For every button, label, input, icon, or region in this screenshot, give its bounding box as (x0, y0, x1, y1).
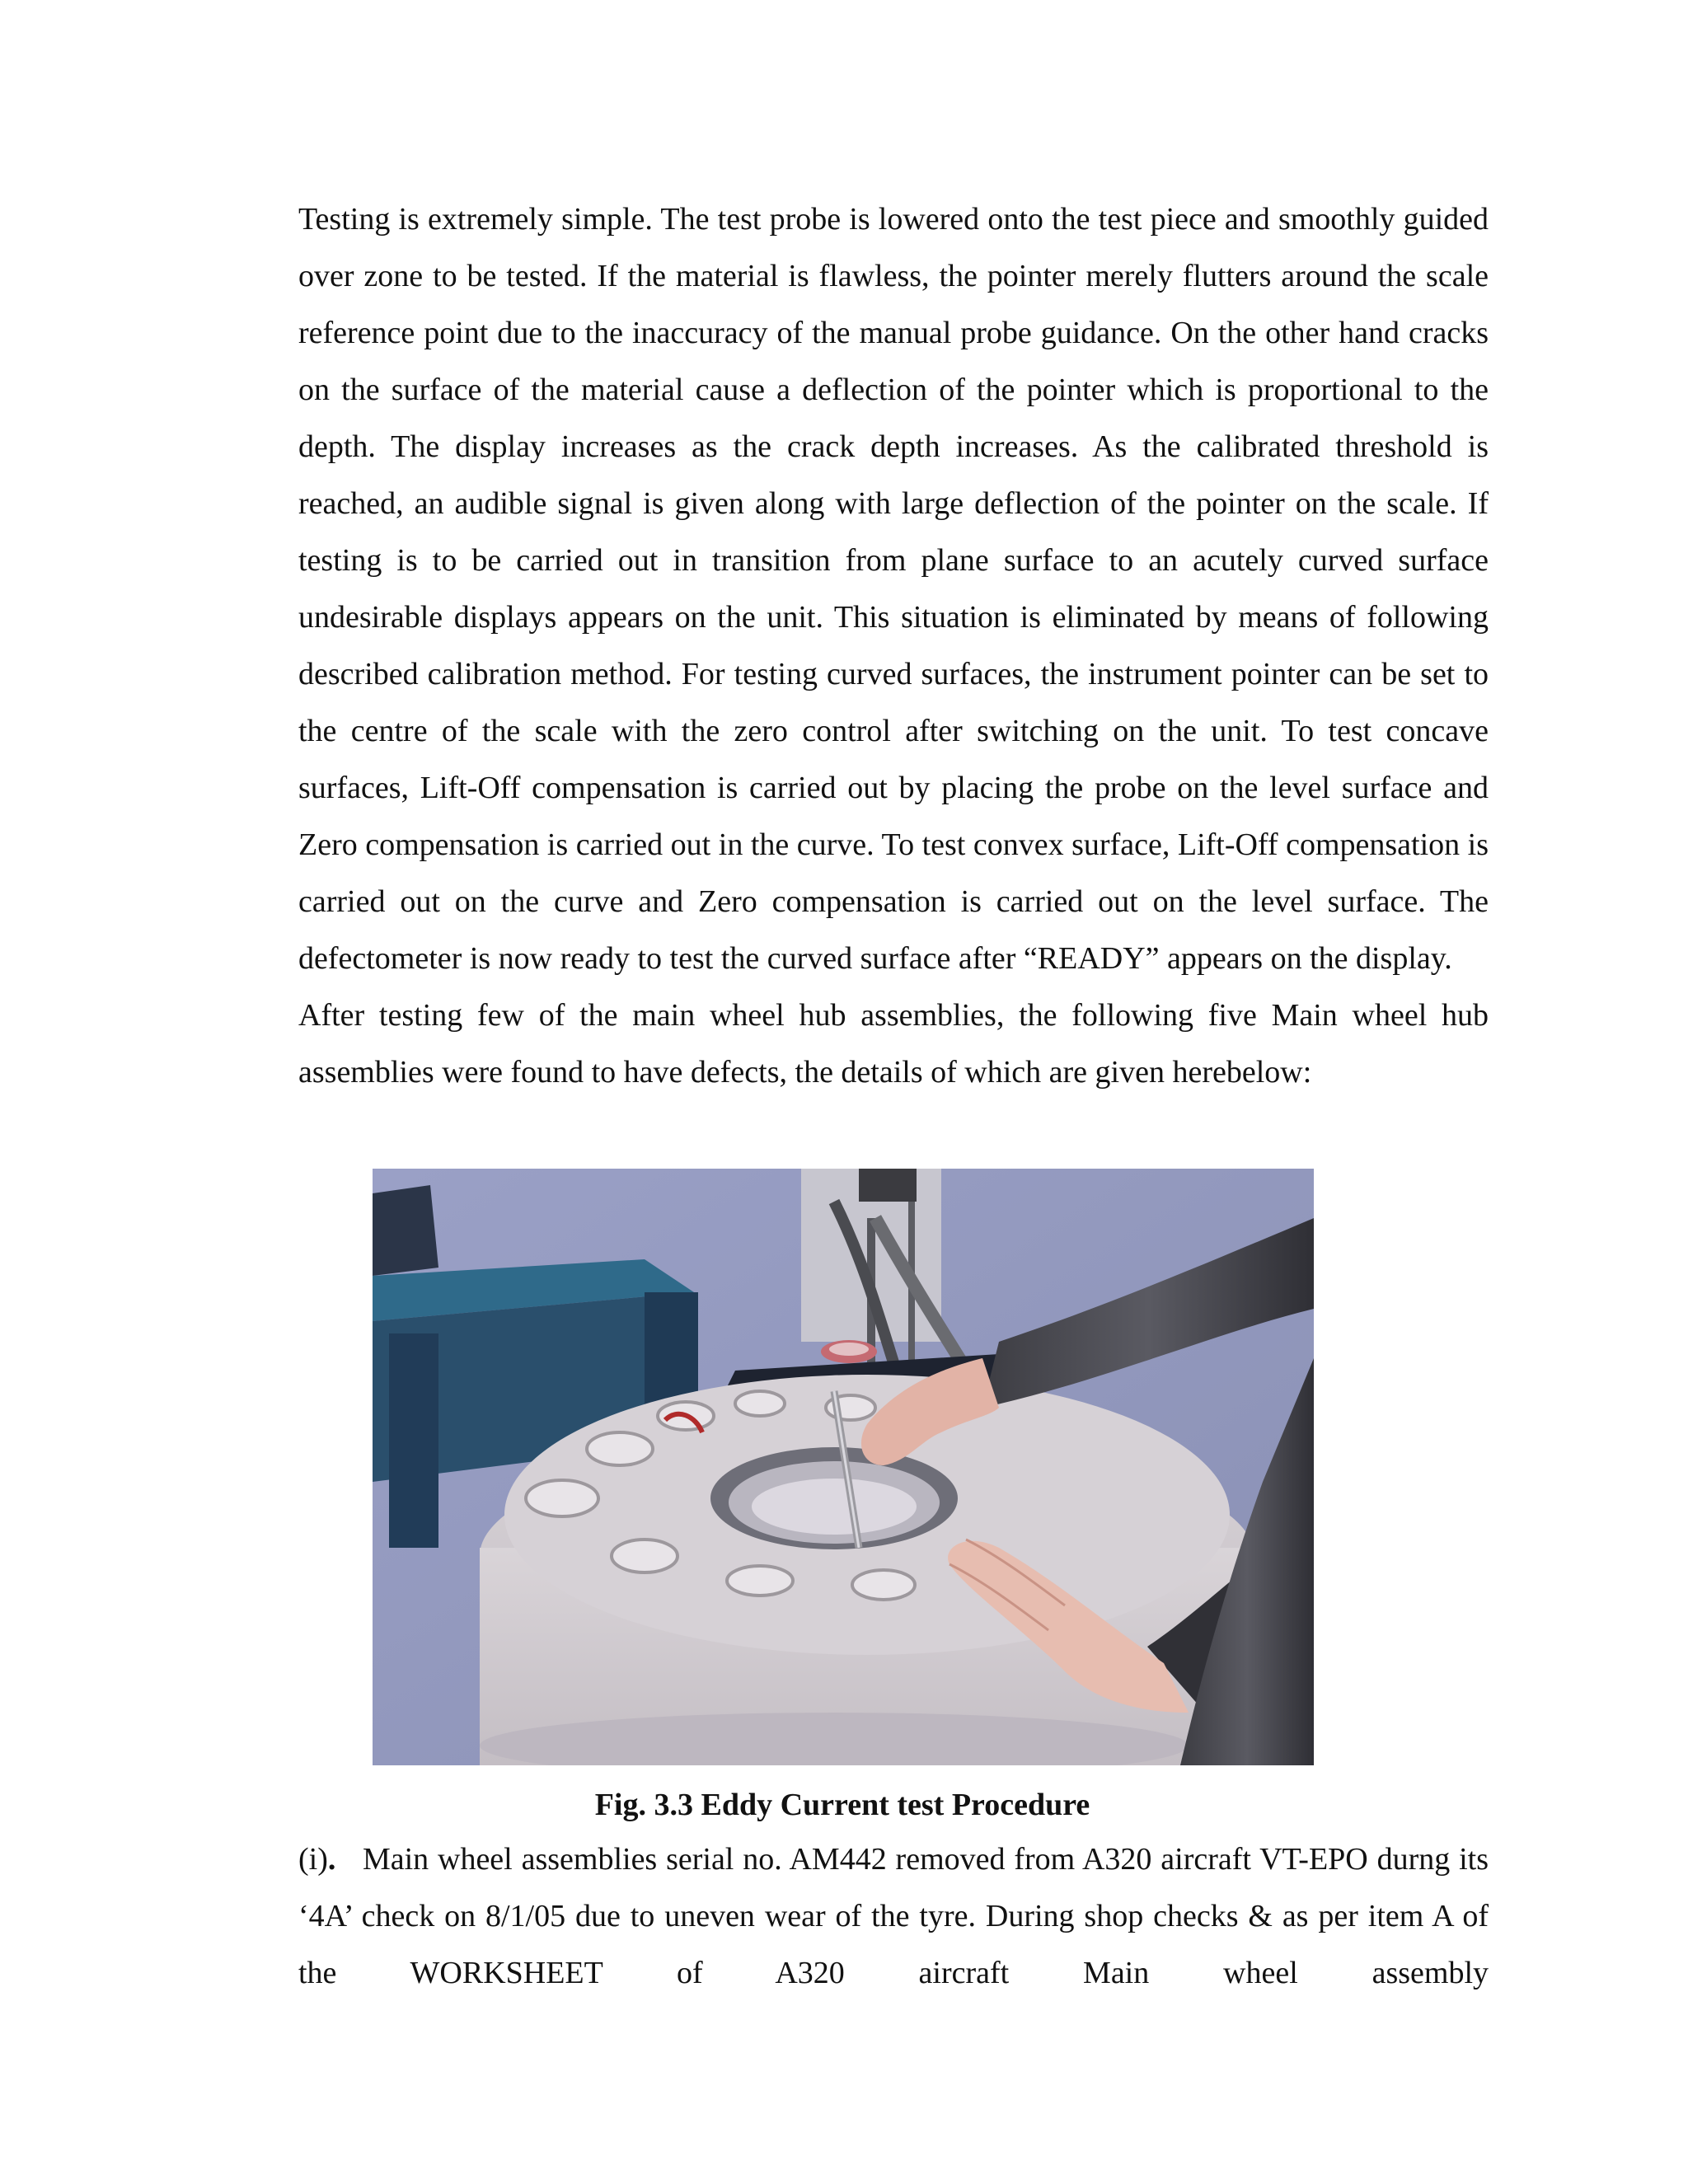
item-i-marker (298, 1842, 335, 1877)
eddy-current-test-photo (373, 1169, 1314, 1765)
item-i-paragraph (298, 1831, 1489, 2002)
paragraph-defects-intro: After testing few of the main wheel hub assemblies, the following five Main wheel hub assemblies were found to have defects, the details of which are given herebelow: (298, 998, 1489, 1090)
figure-caption-text: Fig. 3.3 Eddy Current test Procedure (594, 1788, 1090, 1822)
item-i-text: Main wheel assemblies serial no. AM442 removed from A320 aircraft VT-EPO durng its ‘4A’ check on 8/1/05 due to uneven wear of the tyre. During shop checks & as per item A of the WORKSHEET of A320 aircraft Main wheel assembly (298, 1842, 1489, 1990)
photo-illustration (373, 1169, 1314, 1765)
body-text (298, 191, 1489, 1101)
item-i-marker-label: (i) (298, 1842, 328, 1877)
figure-caption (0, 1782, 1688, 1828)
item-i-text-block (298, 1831, 1489, 2002)
item-i-marker-dot: . (327, 1842, 336, 1877)
paragraph-testing-procedure: Testing is extremely simple. The test probe is lowered onto the test piece and smoothly guided over zone to be tested. If the material is flawless, the pointer merely flutters around the scale reference point due to the inaccuracy of the manual probe guidance. On the other hand cracks on the surface of the material cause a deflection of the pointer which is proportional to the depth. The display increases as the crack depth increases. As the calibrated threshold is reached, an audible signal is given along with large deflection of the pointer on the scale. If testing is to be carried out in transition from plane surface to an acutely curved surface undesirable displays appears on the unit. This situation is eliminated by means of following described calibration method. For testing curved surfaces, the instrument pointer can be set to the centre of the scale with the zero control after switching on the unit. To test concave surfaces, Lift-Off compensation is carried out by placing the probe on the level surface and Zero compensation is carried out in the curve. To test convex surface, Lift-Off compensation is carried out on the curve and Zero compensation is carried out on the level surface. The defectometer is now ready to test the curved surface after “READY” appears on the display. (298, 202, 1489, 976)
